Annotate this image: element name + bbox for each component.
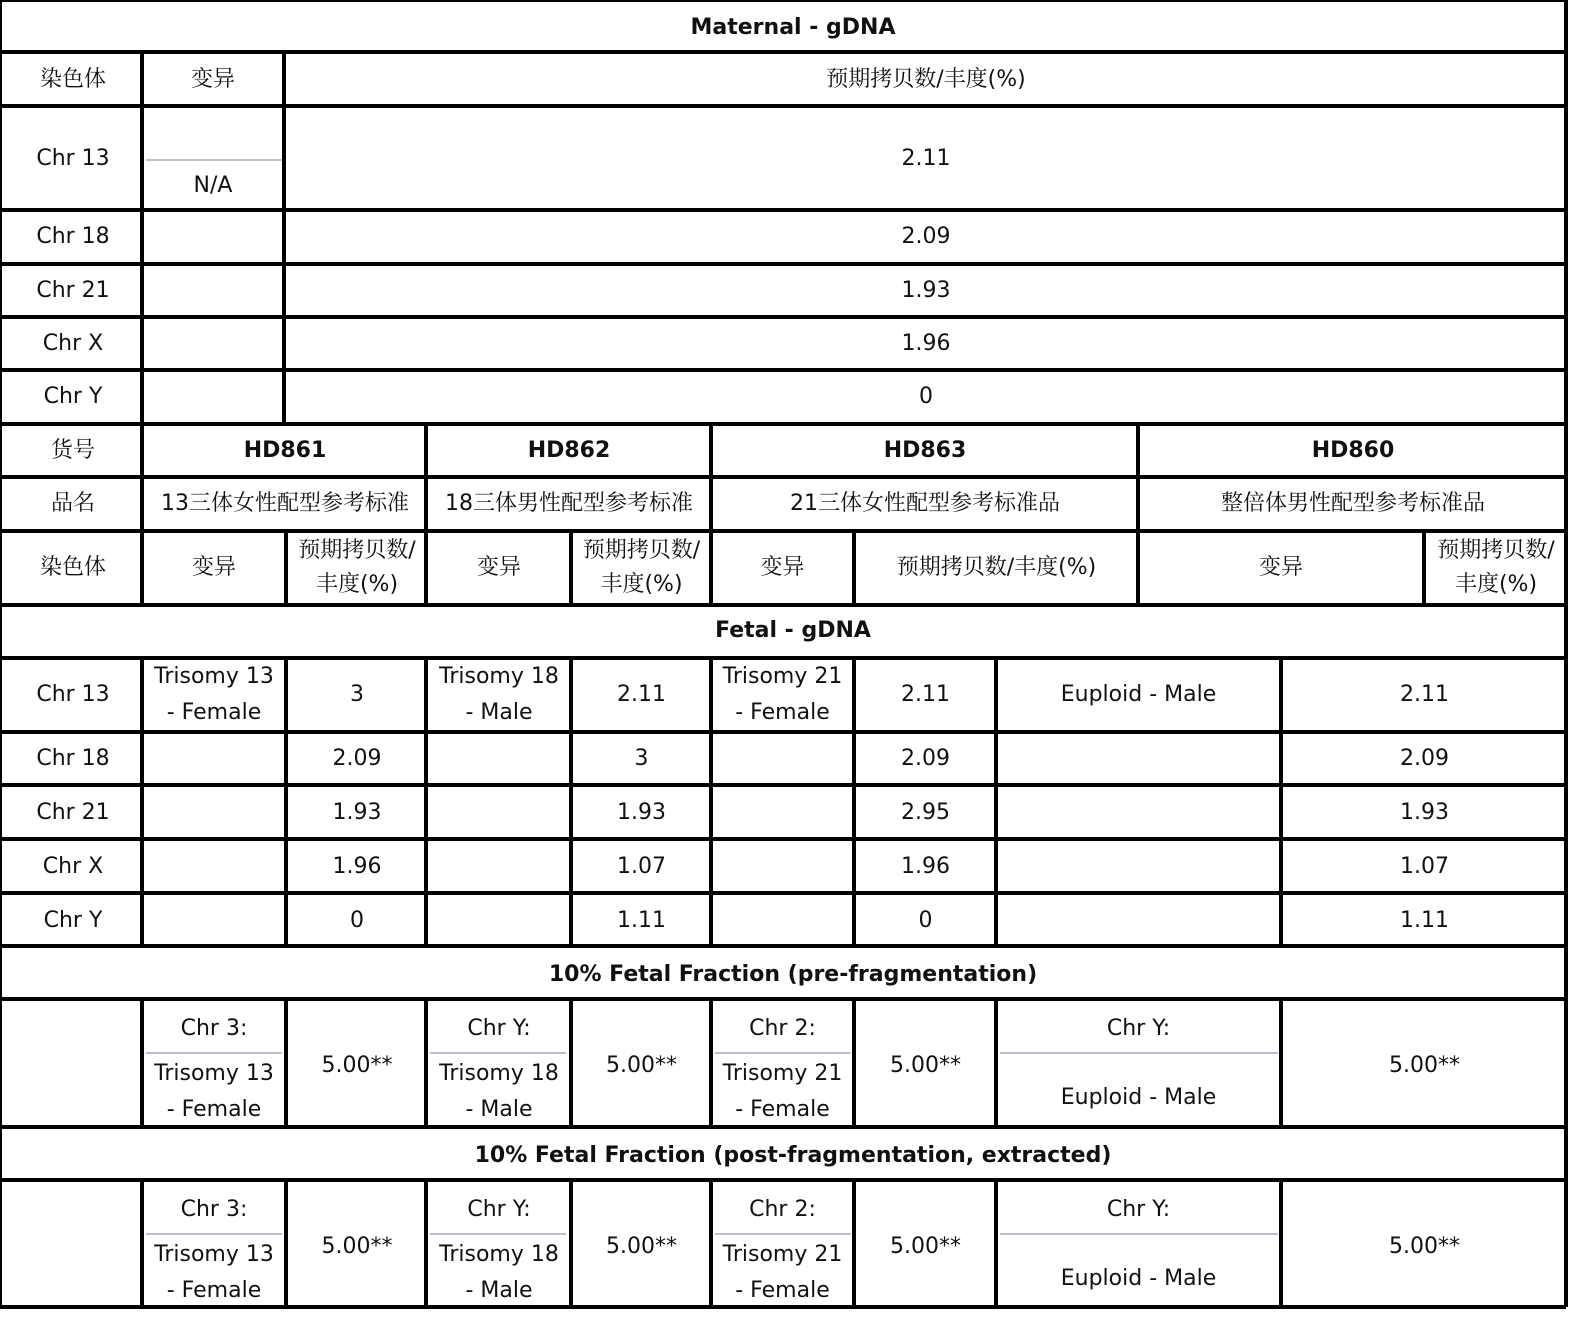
fraction-post-chr: Chr 3:: [180, 1197, 248, 1222]
grid-line: [569, 1180, 573, 1307]
fetal-value: 2.09: [332, 746, 382, 771]
maternal-variant-header: 变异: [190, 67, 235, 92]
fraction-pre-value: 5.00**: [321, 1053, 393, 1078]
grid-line: [1422, 531, 1426, 605]
fetal-chr-label: Chr 13: [36, 682, 110, 707]
grid-line: [0, 656, 1566, 660]
grid-line: [0, 422, 1566, 426]
fraction-post-value: 5.00**: [890, 1234, 961, 1259]
fetal-value: 2.09: [901, 746, 950, 771]
variant-subheader: 变异: [760, 555, 805, 580]
fraction-pre-chr: Chr 2:: [749, 1016, 816, 1041]
fetal-chr-label: Chr X: [42, 854, 104, 879]
grid-line: [0, 997, 1566, 1001]
fraction-pre-chr: Chr 3:: [180, 1016, 248, 1041]
grid-line: [715, 1233, 851, 1235]
fetal-value: 2.09: [1400, 746, 1449, 771]
fetal-value: 3: [350, 682, 364, 707]
maternal-expected-value: 1.93: [901, 278, 951, 303]
fetal-variant: Euploid - Male: [1060, 682, 1217, 707]
grid-line: [424, 424, 428, 605]
product-code: HD860: [1311, 438, 1395, 463]
grid-line: [0, 783, 1566, 787]
fraction-post-chr: Chr Y:: [467, 1197, 531, 1222]
product-name: 21三体女性配型参考标准品: [790, 491, 1060, 516]
grid-line: [852, 1180, 856, 1307]
grid-line: [0, 837, 1566, 841]
grid-line: [284, 1180, 288, 1307]
maternal-chr-label: Chr 21: [36, 278, 110, 303]
maternal-chr-label: Chr Y: [43, 384, 103, 409]
grid-line: [709, 658, 713, 946]
grid-line: [994, 999, 998, 1127]
grid-line: [424, 658, 428, 946]
fetal-variant: Trisomy 18 - Male: [439, 664, 559, 725]
fraction-pre-value: 5.00**: [890, 1053, 961, 1078]
fetal-section-title: Fetal - gDNA: [715, 618, 871, 643]
maternal-expected-value: 1.96: [901, 331, 951, 356]
fetal-value: 1.93: [1400, 800, 1449, 825]
fraction-post-variant: Euploid - Male: [1060, 1266, 1217, 1291]
expected-subheader: 预期拷贝数/ 丰度(%): [1437, 538, 1555, 597]
grid-line: [0, 1178, 1566, 1182]
grid-line: [140, 52, 144, 424]
fetal-variant: Trisomy 21 - Female: [722, 664, 843, 725]
fraction-post-chr: Chr Y:: [1106, 1197, 1171, 1222]
grid-line: [852, 999, 856, 1127]
maternal-expected-header: 预期拷贝数/丰度(%): [826, 67, 1026, 92]
grid-line: [284, 658, 288, 946]
grid-line: [140, 424, 144, 605]
fetal-value: 1.07: [617, 854, 666, 879]
grid-line: [0, 475, 1566, 479]
grid-line: [1136, 424, 1140, 605]
fetal-chr-label: Chr 18: [36, 746, 110, 771]
maternal-chr-label: Chr 18: [36, 224, 110, 249]
fetal-chr-label: Chr Y: [43, 908, 103, 933]
grid-line: [430, 1052, 566, 1054]
grid-line: [1564, 0, 1568, 1307]
grid-line: [1279, 999, 1283, 1127]
grid-line: [994, 658, 998, 946]
grid-line: [852, 531, 856, 605]
fetal-value: 1.11: [617, 908, 666, 933]
fetal-value: 1.93: [332, 800, 382, 825]
grid-line: [140, 999, 144, 1127]
fetal-value: 1.96: [901, 854, 950, 879]
fraction-post-variant: Trisomy 18 - Male: [439, 1242, 559, 1303]
grid-line: [1279, 658, 1283, 946]
fetal-value: 0: [918, 908, 933, 933]
fraction-post-value: 5.00**: [1389, 1234, 1460, 1259]
maternal-expected-value: 0: [919, 384, 933, 409]
maternal-expected-value: 2.09: [901, 224, 951, 249]
grid-line: [0, 1125, 1566, 1129]
grid-line: [146, 1233, 282, 1235]
fetal-variant: Trisomy 13 - Female: [154, 664, 274, 725]
grid-line: [0, 208, 1566, 212]
fraction-pre-value: 5.00**: [1389, 1053, 1460, 1078]
product-code: HD862: [527, 438, 611, 463]
product-name: 18三体男性配型参考标准: [445, 491, 693, 516]
fraction-pre-title: 10% Fetal Fraction (pre-fragmentation): [548, 962, 1038, 987]
fraction-post-value: 5.00**: [606, 1234, 677, 1259]
grid-line: [709, 999, 713, 1127]
grid-line: [569, 999, 573, 1127]
fetal-value: 2.11: [617, 682, 666, 707]
fraction-pre-value: 5.00**: [606, 1053, 677, 1078]
fetal-value: 1.11: [1400, 908, 1449, 933]
grid-line: [569, 658, 573, 946]
grid-line: [0, 529, 1566, 533]
fetal-value: 1.96: [332, 854, 382, 879]
fraction-pre-chr: Chr Y:: [467, 1016, 531, 1041]
fraction-pre-chr: Chr Y:: [1106, 1016, 1171, 1041]
product-code: HD863: [883, 438, 967, 463]
fetal-chr-label: Chr 21: [36, 800, 110, 825]
product-code: HD861: [243, 438, 327, 463]
maternal-variant-value: N/A: [193, 173, 233, 198]
grid-line: [430, 1233, 566, 1235]
grid-line: [140, 1180, 144, 1307]
fetal-value: 1.07: [1400, 854, 1449, 879]
fraction-post-title: 10% Fetal Fraction (post-fragmentation, extracted): [474, 1143, 1112, 1168]
grid-line: [424, 999, 428, 1127]
grid-line: [146, 159, 282, 161]
expected-subheader: 预期拷贝数/ 丰度(%): [582, 538, 701, 597]
grid-line: [0, 944, 1566, 948]
maternal-chr-label: Chr X: [42, 331, 104, 356]
maternal-chr-label: Chr 13: [36, 146, 110, 171]
maternal-chromosome-header: 染色体: [39, 67, 106, 92]
grid-line: [0, 891, 1566, 895]
fraction-pre-variant: Trisomy 13 - Female: [154, 1061, 274, 1122]
grid-line: [0, 1305, 1566, 1309]
grid-line: [709, 1180, 713, 1307]
fraction-post-variant: Trisomy 13 - Female: [154, 1242, 274, 1303]
fetal-value: 0: [350, 908, 364, 933]
fetal-value: 2.95: [901, 800, 950, 825]
grid-line: [709, 424, 713, 605]
catalog-number-label: 货号: [50, 438, 95, 463]
grid-line: [284, 531, 288, 605]
expected-subheader: 预期拷贝数/ 丰度(%): [298, 538, 416, 597]
grid-line: [0, 603, 1566, 607]
grid-line: [1000, 1233, 1278, 1235]
grid-line: [569, 531, 573, 605]
product-name: 整倍体男性配型参考标准品: [1220, 491, 1485, 516]
grid-line: [0, 730, 1566, 734]
product-name-label: 品名: [50, 491, 95, 516]
maternal-expected-value: 2.11: [901, 146, 951, 171]
grid-line: [0, 0, 2, 1307]
variant-subheader: 变异: [191, 555, 236, 580]
grid-line: [715, 1052, 851, 1054]
expected-subheader: 预期拷贝数/丰度(%): [896, 555, 1097, 580]
grid-line: [852, 658, 856, 946]
fraction-pre-variant: Trisomy 18 - Male: [439, 1061, 559, 1122]
fraction-post-variant: Trisomy 21 - Female: [722, 1242, 843, 1303]
grid-line: [0, 315, 1566, 319]
product-name: 13三体女性配型参考标准: [161, 491, 409, 516]
grid-line: [1279, 1180, 1283, 1307]
maternal-section-title: Maternal - gDNA: [690, 15, 896, 40]
grid-line: [0, 0, 1566, 2]
variant-subheader: 变异: [476, 555, 521, 580]
grid-line: [1000, 1052, 1278, 1054]
fraction-post-value: 5.00**: [321, 1234, 393, 1259]
fetal-value: 3: [634, 746, 649, 771]
fetal-value: 2.11: [1400, 682, 1449, 707]
grid-line: [0, 104, 1566, 108]
grid-line: [0, 262, 1566, 266]
grid-line: [284, 999, 288, 1127]
chromosome-subheader: 染色体: [39, 555, 106, 580]
fraction-post-chr: Chr 2:: [749, 1197, 816, 1222]
fetal-value: 2.11: [901, 682, 950, 707]
grid-line: [0, 368, 1566, 372]
fetal-value: 1.93: [617, 800, 666, 825]
fraction-pre-variant: Trisomy 21 - Female: [722, 1061, 843, 1122]
grid-line: [146, 1052, 282, 1054]
grid-line: [140, 658, 144, 946]
fraction-pre-variant: Euploid - Male: [1060, 1085, 1217, 1110]
grid-line: [0, 50, 1566, 54]
grid-line: [424, 1180, 428, 1307]
variant-subheader: 变异: [1258, 555, 1303, 580]
grid-line: [282, 52, 286, 424]
grid-line: [994, 1180, 998, 1307]
